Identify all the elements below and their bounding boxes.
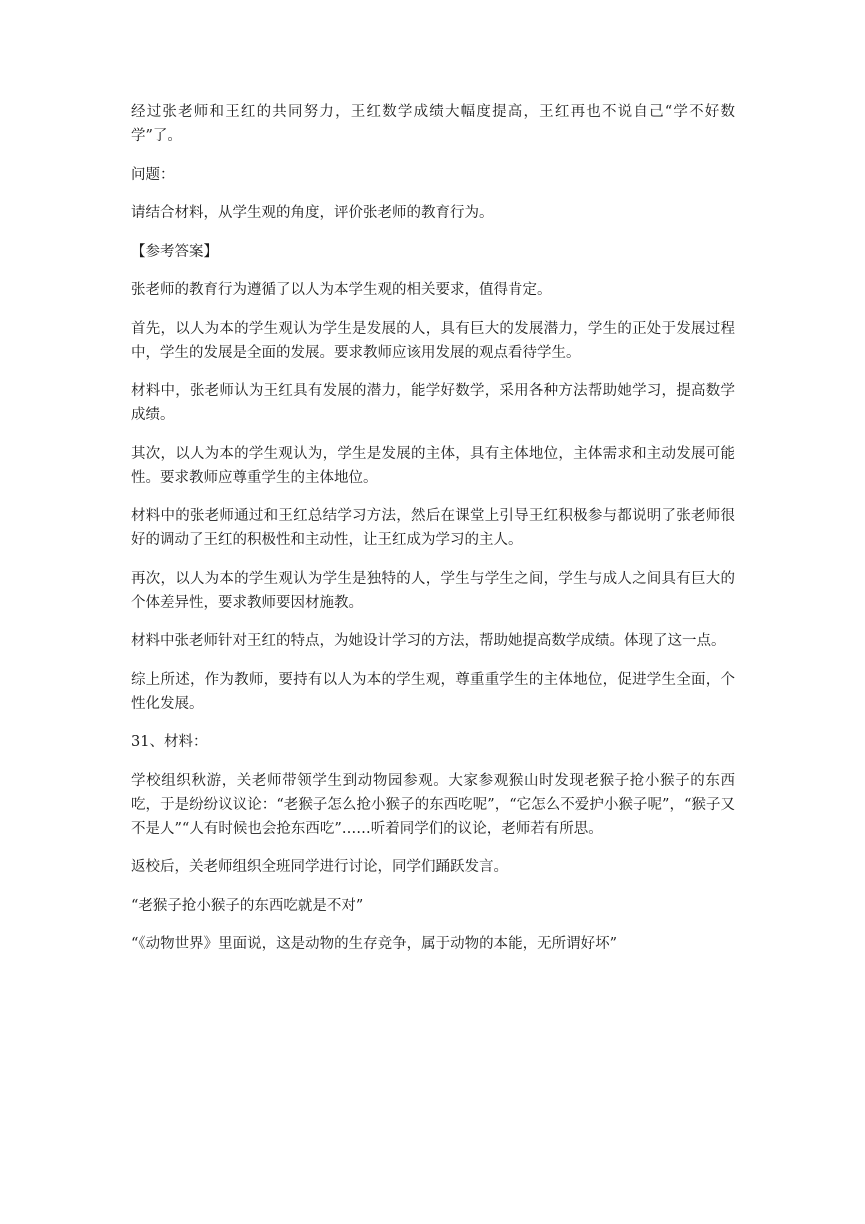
paragraph: 综上所述，作为教师，要持有以人为本的学生观，尊重重学生的主体地位，促进学生全面，个性化发展。 [131,671,735,712]
question-text: 请结合材料，从学生观的角度，评价张老师的教育行为。 [131,205,494,221]
paragraph: 经过张老师和王红的共同努力，王红数学成绩大幅度提高，王红再也不说自己“学不好数学”了。 [131,104,735,144]
question-number: 31、材料： [131,734,208,750]
paragraph: 材料中的张老师通过和王红总结学习方法，然后在课堂上引导王红积极参与都说明了张老师很好的调动了王红的积极性和主动性，让王红成为学习的主人。 [131,508,735,548]
quote-paragraph: “《动物世界》里面说，这是动物的生存竞争，属于动物的本能，无所谓好坏” [131,936,618,952]
paragraph: 学校组织秋游，关老师带领学生到动物园参观。大家参观猴山时发现老猴子抢小猴子的东西吃，于是纷纷议议论：“老猴子怎么抢小猴子的东西吃呢”，“它怎么不爱护小猴子呢”，“猴子又不是人”“人有时候也会抢东西吃”……听着同学们的议论，老师若有所思。 [131,772,735,837]
paragraph: 再次，以人为本的学生观认为学生是独特的人，学生与学生之间，学生与成人之间具有巨大的个体差异性，要求教师要因材施教。 [131,570,735,611]
paragraph: 返校后，关老师组织全班同学进行讨论，同学们踊跃发言。 [131,859,508,875]
paragraph: 材料中，张老师认为王红具有发展的潜力，能学好数学，采用各种方法帮助她学习，提高数学成绩。 [131,383,735,423]
question-label: 问题： [131,166,175,183]
quote-paragraph: “老猴子抢小猴子的东西吃就是不对” [131,897,364,914]
document-body [131,100,735,971]
paragraph: 首先，以人为本的学生观认为学生是发展的人，具有巨大的发展潜力，学生的正处于发展过程中，学生的发展是全面的发展。要求教师应该用发展的观点看待学生。 [131,320,735,361]
paragraph: 其次，以人为本的学生观认为，学生是发展的主体，具有主体地位，主体需求和主动发展可能性。要求教师应尊重学生的主体地位。 [131,445,735,486]
paragraph: 材料中张老师针对王红的特点，为她设计学习的方法，帮助她提高数学成绩。体现了这一点。 [131,633,726,649]
answer-heading: 【参考答案】 [131,243,218,260]
paragraph: 张老师的教育行为遵循了以人为本学生观的相关要求，值得肯定。 [131,282,552,298]
